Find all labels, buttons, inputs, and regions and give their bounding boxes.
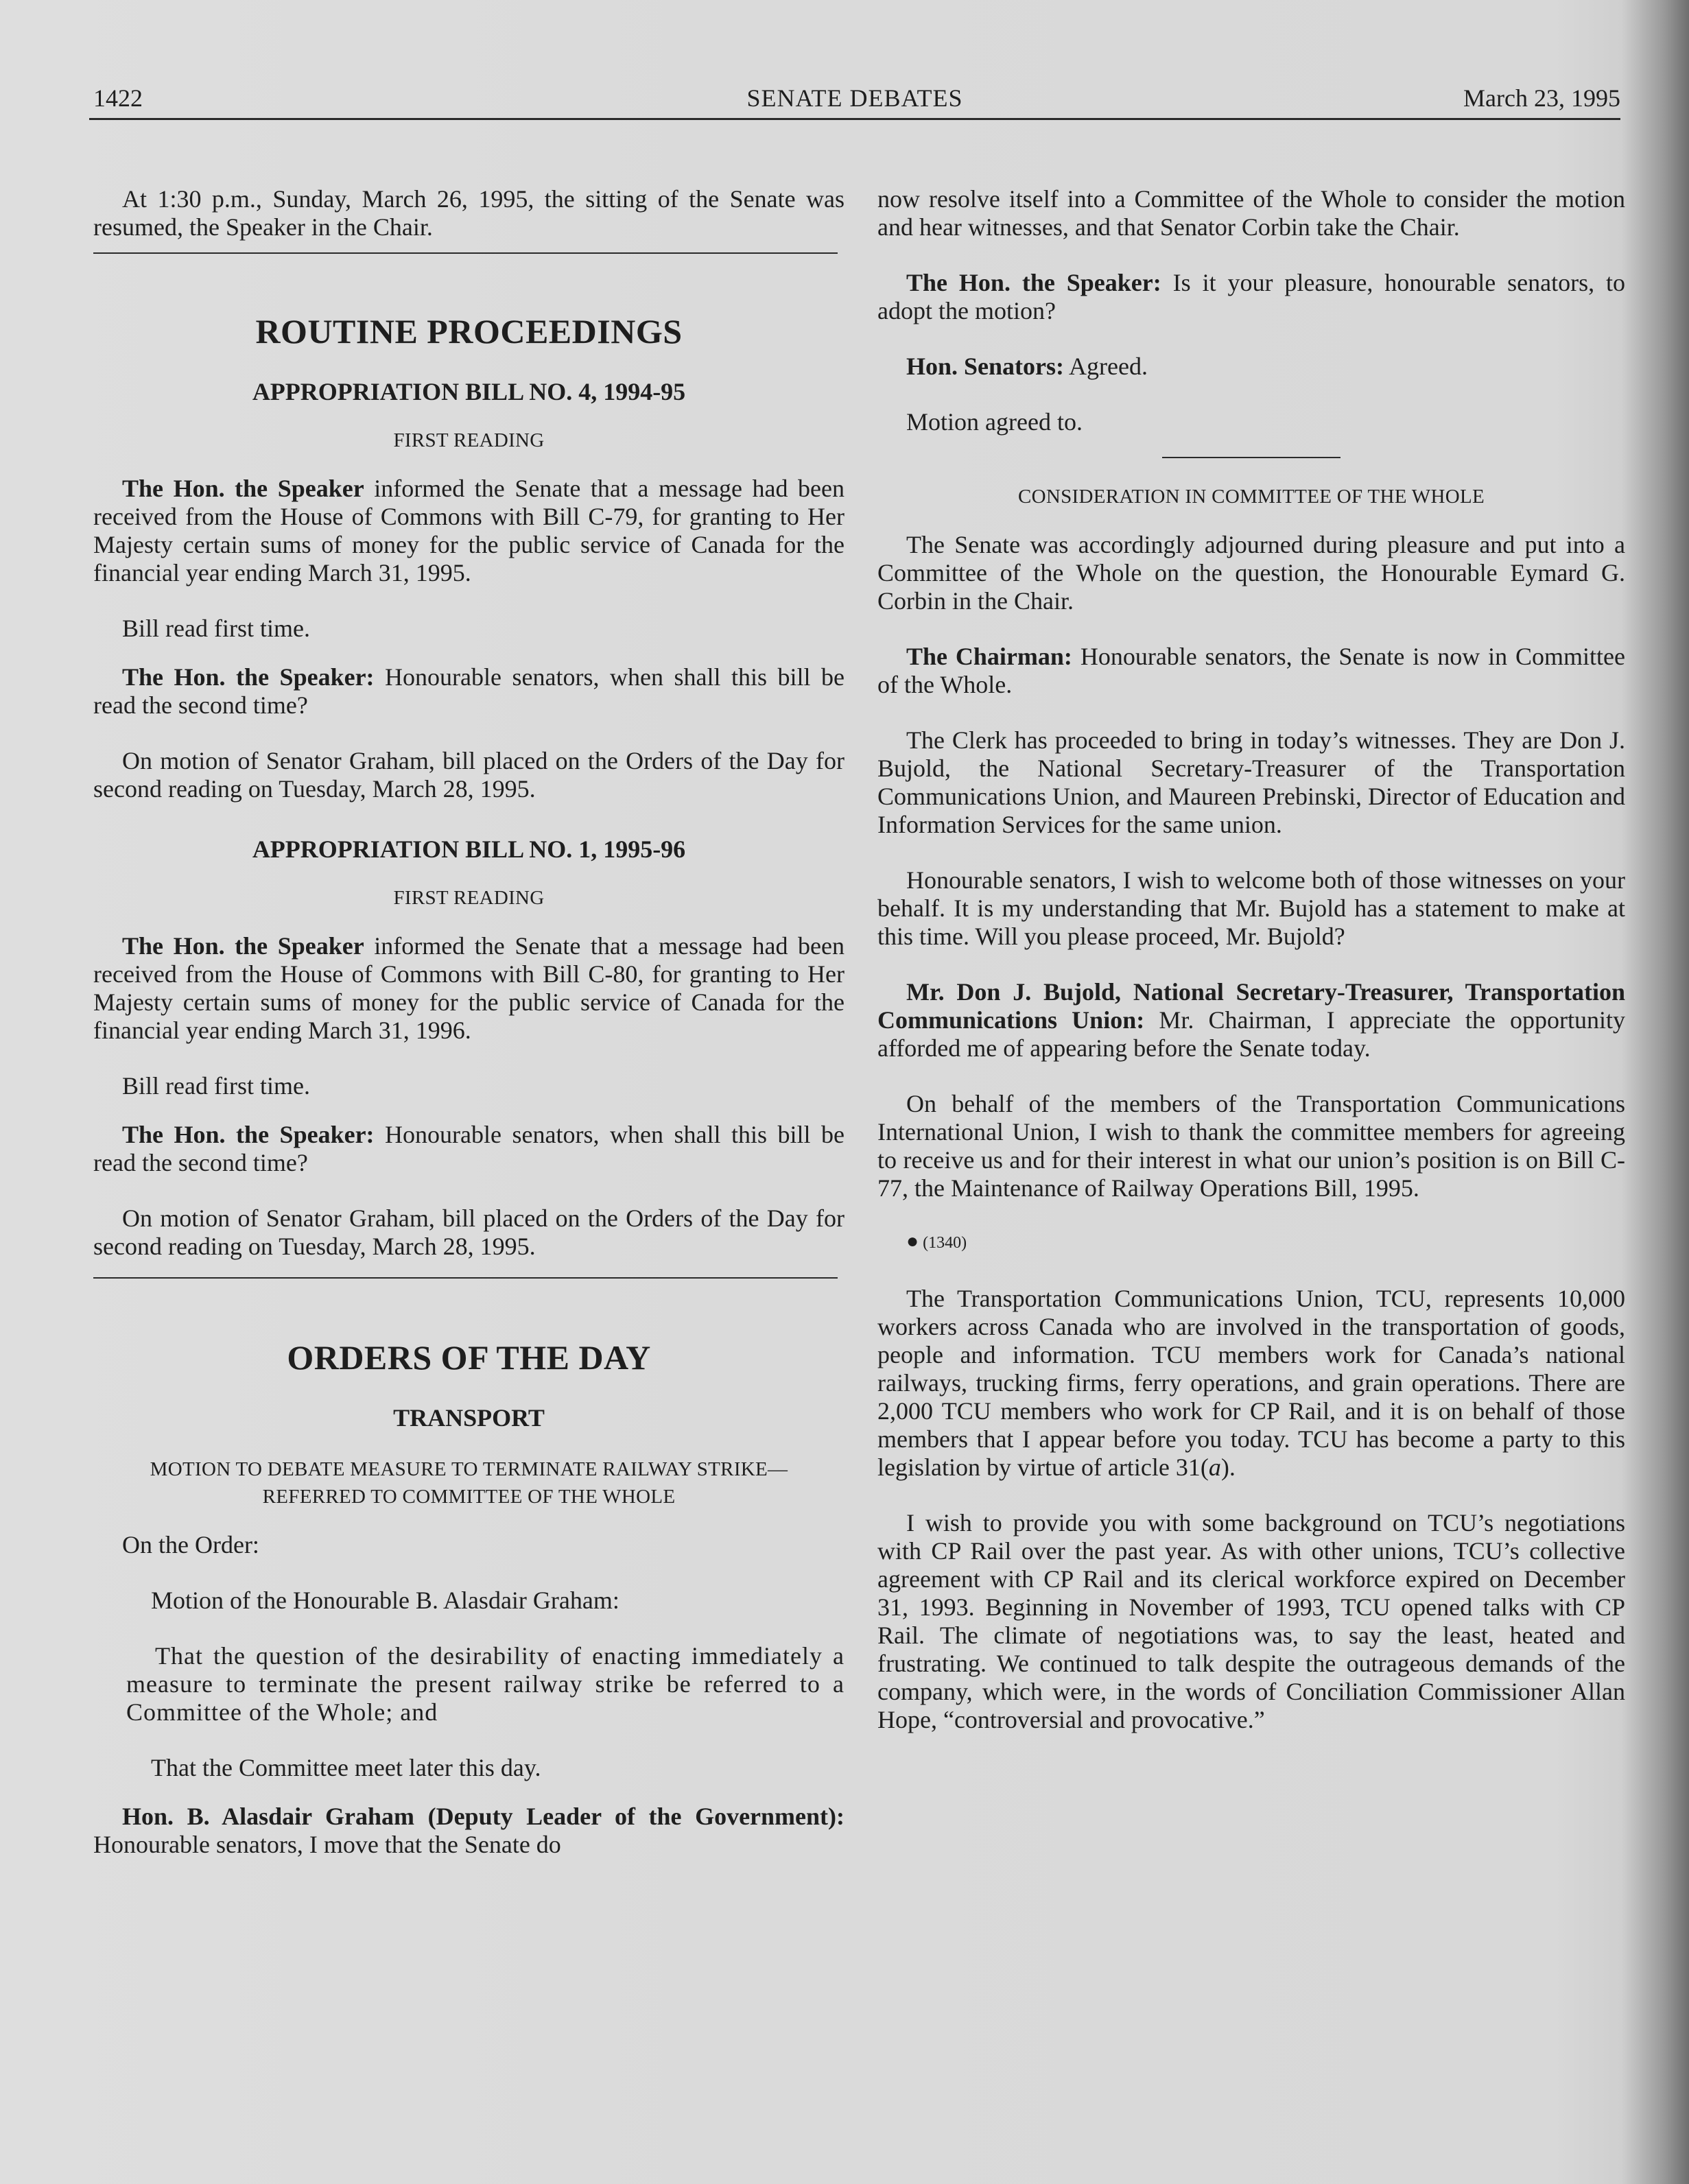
on-the-order: On the Order:	[122, 1531, 259, 1558]
welcome-paragraph: Honourable senators, I wish to welcome both of those witnesses on your behalf. It is my understanding that Mr. Bujold has a statement to make at this time. Will you please proceed, Mr. Bujold?	[877, 866, 1625, 950]
motion-of-graham: Motion of the Honourable B. Alasdair Graham:	[151, 1587, 619, 1614]
publication-title: SENATE DEBATES	[746, 84, 963, 112]
page-number: 1422	[93, 84, 143, 112]
speaker-name: Hon. Senators:	[906, 353, 1065, 380]
senators-agreed-paragraph	[877, 353, 1625, 381]
speaker-name: Hon. B. Alasdair Graham (Deputy Leader of the Government):	[122, 1803, 844, 1830]
tcu-article-letter: a	[1208, 1453, 1221, 1481]
graham-speech-text: Honourable senators, I move that the Senate do	[93, 1831, 561, 1858]
sitting-resumed-paragraph: At 1:30 p.m., Sunday, March 26, 1995, the sitting of the Senate was resumed, the Speaker in the Chair.	[93, 185, 844, 241]
behalf-paragraph: On behalf of the members of the Transportation Communications International Union, I wish to thank the committee members for agreeing to receive us and for their interest in what our union’s position is on Bill C-77, the Maintenance of Railway Operations Bill, 1995.	[877, 1090, 1625, 1202]
bill-4-message-paragraph	[93, 475, 844, 587]
speaker-name: The Hon. the Speaker:	[122, 663, 375, 691]
graham-speech-continued: now resolve itself into a Committee of the Whole to consider the motion and hear witnesses, and that Senator Corbin take the Chair.	[877, 185, 1625, 241]
speaker-question-text: Is it your pleasure, honourable senators, to adopt the motion?	[877, 269, 1626, 324]
speaker-name: The Hon. the Speaker:	[122, 1121, 375, 1148]
section-divider	[93, 252, 838, 254]
motion-subheading	[93, 1456, 844, 1510]
bill-1-message-paragraph	[93, 932, 844, 1045]
motion-subheading-line-2: REFERRED TO COMMITTEE OF THE WHOLE	[262, 1486, 676, 1508]
tcu-text: The Transportation Communications Union, TCU, represents 10,000 workers across Canada who are involved in the transportation of goods, people and information. TCU members work for Canada’s national railways, trucking firms, ferry operations, and grain operations. There are 2,000 TCU members who work for CP Rail, and it is on behalf of those members that I appear before you today. TCU has become a party to this legislation by virtue of article 31(	[877, 1285, 1625, 1481]
motion-text-1: That the question of the desirability of enacting immediately a measure to terminate the present railway strike be referred to a Committee of the Whole; and	[126, 1642, 844, 1726]
background-paragraph: I wish to provide you with some background on TCU’s negotiations with CP Rail over the past year. As with other unions, TCU’s collective agreement with CP Rail and its clerical workforce expired on December 31, 1993. Beginning in November of 1993, TCU opened talks with CP Rail. The climate of negotiations was, to say the least, heated and frustrating. We continued to talk despite the outrageous demands of the company, which were, in the words of Conciliation Commissioner Allan Hope, “controversial and provocative.”	[877, 1509, 1625, 1733]
routine-proceedings-heading: ROUTINE PROCEEDINGS	[255, 312, 683, 351]
motion-text-2: That the Committee meet later this day.	[151, 1754, 541, 1781]
header-date: March 23, 1995	[1463, 84, 1620, 112]
bill-4-heading: APPROPRIATION BILL NO. 4, 1994-95	[252, 378, 686, 405]
adjourned-paragraph: The Senate was accordingly adjourned during pleasure and put into a Committee of the Whole on the question, the Honourable Eymard G. Corbin in the Chair.	[877, 531, 1625, 615]
graham-speech-paragraph	[93, 1803, 844, 1859]
tcu-paragraph	[877, 1285, 1625, 1482]
bill-4-subheading: FIRST READING	[393, 429, 545, 451]
chairman-paragraph	[877, 643, 1625, 699]
bujold-paragraph	[877, 978, 1625, 1063]
bill-1-question-text: Honourable senators, when shall this bill be read the second time?	[93, 1121, 844, 1176]
speaker-name: The Hon. the Speaker	[122, 932, 364, 960]
bill-4-question-text: Honourable senators, when shall this bill be read the second time?	[93, 663, 844, 719]
chairman-text: Honourable senators, the Senate is now in Committee of the Whole.	[877, 643, 1625, 698]
bill-4-read-paragraph: Bill read first time.	[122, 615, 310, 642]
bill-1-question-paragraph	[93, 1121, 844, 1177]
transport-heading: TRANSPORT	[393, 1404, 545, 1432]
left-column	[93, 185, 844, 1859]
time-marker	[877, 1227, 1625, 1257]
bill-1-subheading: FIRST READING	[393, 887, 545, 909]
speaker-name: The Hon. the Speaker:	[906, 269, 1161, 296]
motion-agreed-paragraph: Motion agreed to.	[906, 408, 1083, 436]
section-divider	[93, 1277, 838, 1279]
page-header	[89, 82, 1620, 120]
speaker-name: The Chairman:	[906, 643, 1072, 670]
orders-of-the-day-heading: ORDERS OF THE DAY	[287, 1338, 651, 1377]
committee-subheading: CONSIDERATION IN COMMITTEE OF THE WHOLE	[1017, 486, 1485, 508]
short-divider	[1162, 457, 1340, 458]
motion-subheading-line-1: MOTION TO DEBATE MEASURE TO TERMINATE RAILWAY STRIKE—	[150, 1458, 788, 1480]
senators-agreed-text: Agreed.	[1064, 353, 1148, 380]
time-marker-text: (1340)	[923, 1234, 967, 1252]
bill-1-read-paragraph: Bill read first time.	[122, 1072, 310, 1100]
tcu-text-end: ).	[1220, 1453, 1236, 1481]
bill-1-heading: APPROPRIATION BILL NO. 1, 1995-96	[252, 835, 686, 863]
right-column	[877, 185, 1625, 1734]
bill-4-motion-paragraph: On motion of Senator Graham, bill placed on the Orders of the Day for second reading on Tuesday, March 28, 1995.	[93, 747, 844, 803]
bill-1-message-text: informed the Senate that a message had been received from the House of Commons with Bill C-80, for granting to Her Majesty certain sums of money for the public service of Canada for the financial year ending March 31, 1996.	[93, 932, 844, 1044]
speaker-question-paragraph	[877, 269, 1625, 325]
bullet-icon: ●	[906, 1230, 919, 1253]
bujold-text: Mr. Chairman, I appreciate the opportunity afforded me of appearing before the Senate today.	[877, 1006, 1625, 1062]
speaker-name: Mr. Don J. Bujold, National Secretary-Treasurer, Transportation Communications Union:	[877, 978, 1625, 1034]
bill-4-message-text: informed the Senate that a message had been received from the House of Commons with Bill C-79, for granting to Her Majesty certain sums of money for the public service of Canada for the financial year ending March 31, 1995.	[93, 475, 844, 586]
clerk-paragraph: The Clerk has proceeded to bring in today’s witnesses. They are Don J. Bujold, the National Secretary-Treasurer of the Transportation Communications Union, and Maureen Prebinski, Director of Education and Information Services for the same union.	[877, 726, 1625, 838]
bill-4-question-paragraph	[93, 663, 844, 720]
speaker-name: The Hon. the Speaker	[122, 475, 364, 502]
bill-1-motion-paragraph: On motion of Senator Graham, bill placed on the Orders of the Day for second reading on Tuesday, March 28, 1995.	[93, 1204, 844, 1260]
